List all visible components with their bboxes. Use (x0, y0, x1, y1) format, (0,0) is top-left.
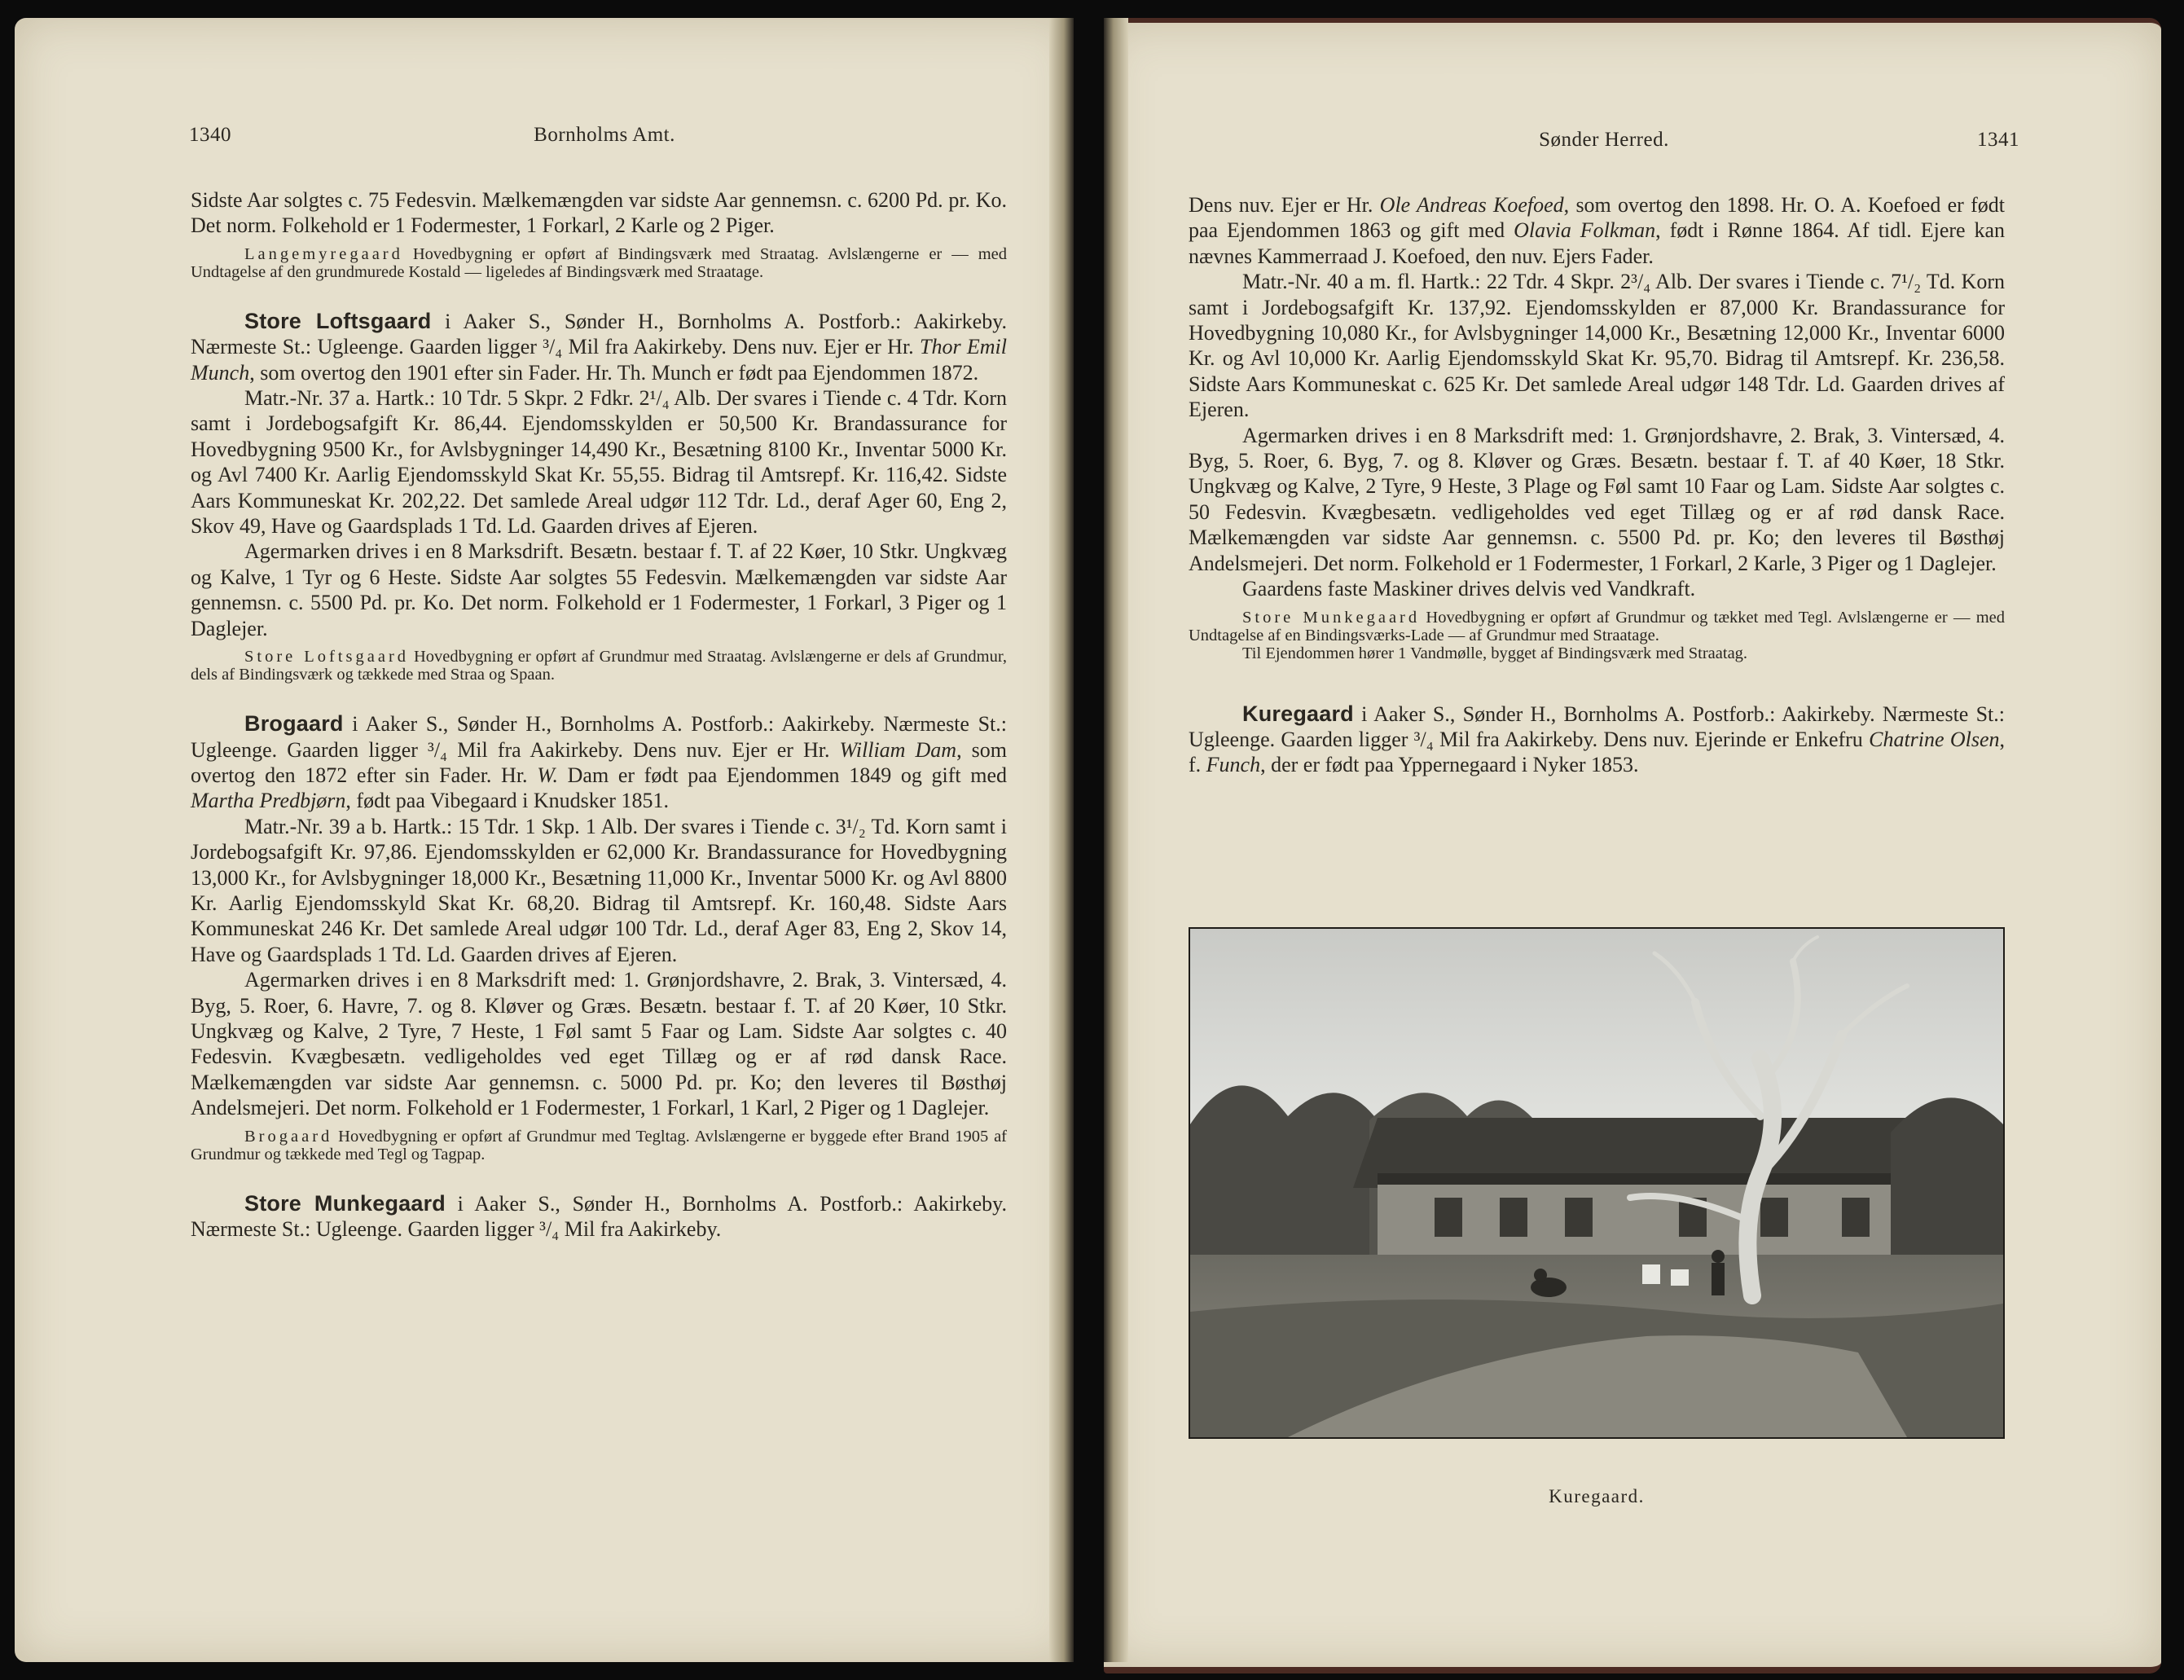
intro-text: i Aaker S., Sønder H., Bornholms A. Postforb.: Aakirkeby. Nærmeste St.: Ugleenge. Gaarden ligger ³/₄ Mil fra Aakirkeby. (191, 1191, 1007, 1241)
opening-paragraph: Sidste Aar solgtes c. 75 Fedesvin. Mælkemængden var sidste Aar gennemsn. c. 6200 Pd. pr. Ko. Det norm. Folkehold er 1 Fodermester, 1 Forkarl, 2 Karle og 2 Piger. (191, 188, 1007, 238)
owner-initial: W. (537, 763, 558, 787)
entry-intro (191, 309, 1007, 385)
left-gutter-shadow (1049, 18, 1074, 1662)
intro-text-mid: , f. (1189, 727, 2005, 777)
continuation-intro (1189, 192, 2005, 269)
estate-name: Brogaard (244, 711, 344, 737)
note-text: Hovedbygning er opført af Grundmur og tækket med Tegl. Avlslængerne er — med Undtagelse af en Bindingsværks-Lade — af Grundmur med Straatage. (1189, 608, 2005, 644)
farm-photograph (1189, 927, 2005, 1439)
intro-text-end: , født i Rønne 1864. Af tidl. Ejere kan nævnes Kammerraad J. Koefoed, den nuv. Ejers Fader. (1189, 218, 2006, 268)
note-text: Hovedbygning er opført af Grundmur med Straatag. Avlslængerne er dels af Grundmur, dels af Bindingsværk og tækkede med Straa og Spaan. (191, 648, 1007, 684)
building-note (1189, 609, 2005, 644)
agermark-paragraph: Agermarken drives i en 8 Marksdrift. Besætn. bestaar f. T. af 22 Køer, 10 Stkr. Ungkvæg og Kalve, 1 Tyr og 6 Heste. Sidste Aar solgtes 55 Fedesvin. Mælkemængden var sidste Aar gennemsn. c. 5500 Pd. pr. Ko. Det norm. Folkehold er 1 Fodermester, 1 Forkarl, 3 Piger og 1 Daglejer. (191, 539, 1007, 640)
estate-name: Store Munkegaard (244, 1190, 446, 1216)
left-running-head (189, 124, 1020, 156)
building-note (191, 1128, 1007, 1163)
note-text: Hovedbygning er opført af Grundmur med Tegltag. Avlslængerne er byggede efter Brand 1905 af Grundmur og tækkede med Tegl og Tagpap. (191, 1127, 1007, 1163)
left-text-column (191, 187, 1007, 1242)
spouse-name: Martha Predbjørn (191, 789, 346, 813)
owner-name: Ole Andreas Koefoed (1379, 193, 1564, 217)
note-estate-name: Brogaard (244, 1127, 333, 1146)
note-estate-name: Langemyregaard (244, 244, 403, 263)
intro-text-end: , som overtog den 1901 efter sin Fader. Hr. Th. Munch er født paa Ejendommen 1872. (249, 360, 979, 385)
note-estate-name: Store Munkegaard (1242, 608, 1421, 627)
intro-text-end: , født paa Vibegaard i Knudsker 1851. (345, 789, 669, 813)
intro-text: i Aaker S., Sønder H., Bornholms A. Postforb.: Aakirkeby. Nærmeste St.: Ugleenge. Gaarden ligger ³/₄ Mil fra Aakirkeby. Dens nuv. Ejer er Hr. (191, 309, 1008, 359)
entry-intro (191, 1191, 1007, 1242)
owner-name: William Dam (839, 737, 957, 762)
matr-paragraph: Matr.-Nr. 40 a m. fl. Hartk.: 22 Tdr. 4 Skpr. 2³/₄ Alb. Der svares i Tiende c. 7¹/₂ Td. Korn samt i Jordebogsafgift Kr. 137,92. Ejendomsskylden er 87,000 Kr. Brandassurance for Hovedbygning 10,080 Kr., for Avlsbygninger 14,000 Kr., Besætning 12,000 Kr., Inventar 6000 Kr. og Avl 10,000 Kr. Aarlig Ejendomsskyld Skat Kr. 95,70. Bidrag til Amtsrepf. Kr. 236,58. Sidste Aars Kommuneskat c. 625 Kr. Det samlede Areal udgør 148 Tdr. Ld. Gaarden drives af Ejeren. (1189, 270, 2005, 422)
intro-text: i Aaker S., Sønder H., Bornholms A. Postforb.: Aakirkeby. Nærmeste St.: Ugleenge. Gaarden ligger ³/₄ Mil fra Aakirkeby. Dens nuv. Ejerinde er Enkefru (1189, 701, 2005, 751)
page-number: 1340 (189, 124, 231, 146)
intro-text: Dens nuv. Ejer er Hr. (1189, 193, 1380, 217)
maiden-name: Funch (1206, 753, 1261, 777)
right-gutter-shadow (1104, 18, 1128, 1662)
matr-paragraph: Matr.-Nr. 37 a. Hartk.: 10 Tdr. 5 Skpr. 2 Fdkr. 2¹/₄ Alb. Der svares i Tiende c. 4 Tdr. Korn samt i Jordebogsafgift Kr. 86,44. Ejendomsskylden er 50,500 Kr. Brandassurance for Hovedbygning 9500 Kr., for Avlsbygninger 14,490 Kr., Besætning 8100 Kr., Inventar 5000 Kr. og Avl 7400 Kr. Aarlig Ejendomsskyld Skat Kr. 55,55. Bidrag til Amtsrepf. Kr. 116,42. Sidste Aars Kommuneskat Kr. 202,22. Det samlede Areal udgør 112 Tdr. Ld., deraf Ager 60, Eng 2, Skov 49, Have og Gaardsplads 1 Td. Ld. Gaarden drives af Ejeren. (191, 386, 1007, 539)
intro-text-end: , der er født paa Yppernegaard i Nyker 1853. (1260, 753, 1639, 777)
intro-text-mid: , som overtog den 1898. Hr. O. A. Koefoed er født paa Ejendommen 1863 og gift med (1189, 193, 2005, 243)
matr-paragraph: Matr.-Nr. 39 a b. Hartk.: 15 Tdr. 1 Skp. 1 Alb. Der svares i Tiende c. 3¹/₂ Td. Korn samt i Jordebogsafgift Kr. 97,86. Ejendomsskylden er 62,000 Kr. Brandassurance for Hovedbygning 13,000 Kr., for Avlsbygninger 18,000 Kr., Besætning 11,000 Kr., Inventar 5000 Kr. og Avl 8800 Kr. Aarlig Ejendomsskyld Skat Kr. 68,20. Bidrag til Amtsrepf. Kr. 160,48. Sidste Aars Kommuneskat 246 Kr. Det samlede Areal udgør 100 Tdr. Ld., deraf Ager 83, Eng 2, Skov 14, Have og Gaardsplads 1 Td. Ld. Gaarden drives af Ejeren. (191, 814, 1007, 966)
entry-intro (191, 711, 1007, 814)
intro-text-mid: , som overtog den 1872 efter sin Fader. Hr. (191, 737, 1007, 787)
estate-name: Store Loftsgaard (244, 308, 432, 333)
farm-photo-illustration (1190, 929, 2003, 1437)
entry-kuregaard (1189, 701, 2005, 778)
opening-note (191, 245, 1007, 281)
watermill-note: Til Ejendommen hører 1 Vandmølle, bygget af Bindingsværk med Straatag. (1242, 644, 1748, 662)
agermark-paragraph: Agermarken drives i en 8 Marksdrift med: 1. Grønjordshavre, 2. Brak, 3. Vintersæd, 4. Byg, 5. Roer, 6. Byg, 7. og 8. Kløver og Græs. Besætn. bestaar f. T. af 40 Køer, 18 Stkr. Ungkvæg og Kalve, 2 Tyre, 9 Heste, 3 Plage og Føl samt 10 Faar og Lam. Sidste Aar solgtes c. 50 Fedesvin. Kvægbesætn. vedligeholdes ved eget Tillæg og er af rød dansk Race. Mælkemængden var sidste Aar gennemsn. c. 5500 Pd. pr. Ko; den leveres til Bøsthøj Andelsmejeri. Det norm. Folkehold er 1 Fodermester, 1 Forkarl, 2 Karle, 3 Piger og 1 Daglejer. (1189, 423, 2005, 575)
machines-paragraph: Gaardens faste Maskiner drives delvis ved Vandkraft. (1242, 577, 1696, 601)
note-estate-name: Store Loftsgaard (244, 648, 410, 666)
entry-intro (1189, 701, 2005, 778)
note-text: Hovedbygning er opført af Bindingsværk med Straatag. Avlslængerne er — med Undtagelse af den grundmurede Kostald — ligeledes af Bindingsværk med Straatage. (191, 244, 1007, 281)
right-text-column (1189, 192, 2005, 778)
right-page (1104, 18, 2161, 1673)
entry-brogaard (191, 711, 1007, 1163)
running-title: Sønder Herred. (1539, 129, 1669, 151)
left-page (15, 18, 1074, 1662)
owner-name: Thor Emil Munch (191, 335, 1007, 385)
estate-name: Kuregaard (1242, 701, 1354, 726)
intro-text: i Aaker S., Sønder H., Bornholms A. Postforb.: Aakirkeby. Nærmeste St.: Ugleenge. Gaarden ligger ³/₄ Mil fra Aakirkeby. Dens nuv. Ejer er Hr. (191, 712, 1007, 762)
intro-text-mid2: Dam er født paa Ejendommen 1849 og gift med (558, 763, 1008, 787)
running-title: Bornholms Amt. (534, 124, 675, 146)
entry-store-loftsgaard (191, 309, 1007, 684)
agermark-paragraph: Agermarken drives i en 8 Marksdrift med: 1. Grønjordshavre, 2. Brak, 3. Vintersæd, 4. Byg, 5. Roer, 6. Havre, 7. og 8. Kløver og Græs. Besætn. bestaar f. T. af 20 Køer, 10 Stkr. Ungkvæg og Kalve, 2 Tyre, 7 Heste, 1 Føl samt 5 Faar og Lam. Sidste Aar solgtes c. 40 Fedesvin. Kvægbesætn. vedligeholdes ved eget Tillæg og er af rød dansk Race. Mælkemængden var sidste Aar gennemsn. c. 5000 Pd. pr. Ko; den leveres til Bøsthøj Andelsmejeri. Det norm. Folkehold er 1 Fodermester, 1 Forkarl, 1 Karl, 2 Piger og 1 Daglejer. (191, 968, 1007, 1120)
page-number: 1341 (1977, 129, 2019, 151)
right-running-head (1189, 129, 2019, 161)
spouse-name: Olavia Folkman (1514, 218, 1656, 243)
entry-store-munkegaard (191, 1191, 1007, 1242)
building-note (191, 648, 1007, 684)
owner-name: Chatrine Olsen (1869, 727, 2000, 751)
photo-caption: Kuregaard. (1549, 1486, 1645, 1506)
